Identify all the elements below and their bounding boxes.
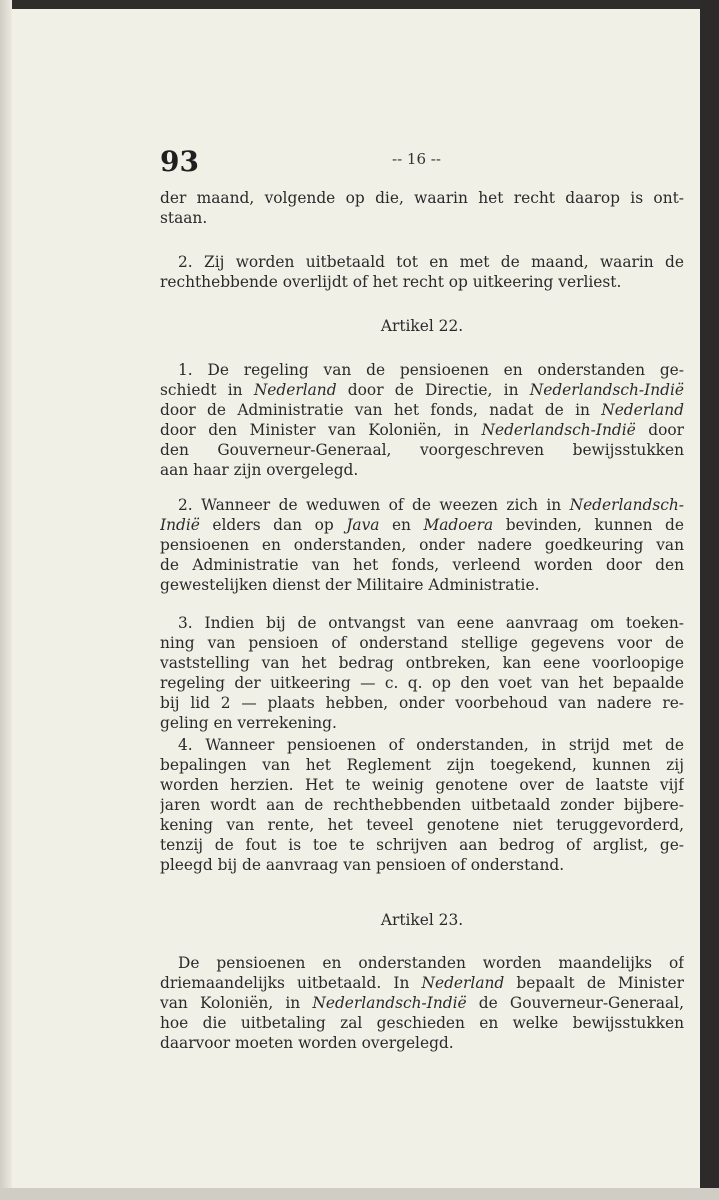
paragraph-lid-2: [160, 252, 684, 292]
artikel-22-lid-3: [160, 613, 684, 733]
folio-number: 93: [160, 145, 199, 178]
text-line: geling en verrekening.: [160, 714, 337, 732]
scan-right-edge: [700, 0, 719, 1200]
scan-left-edge: [0, 0, 12, 1200]
text-line: Indië elders dan op Java en Madoera bevinden, kunnen de: [160, 516, 684, 534]
text-line: door den Minister van Koloniën, in Nederlandsch-Indië door: [160, 421, 684, 439]
paragraph-continuation: [160, 188, 684, 228]
text-line: bij lid 2 — plaats hebben, onder voorbehoud van nadere re-: [160, 694, 684, 712]
text-line: kening van rente, het teveel genotene niet teruggevorderd,: [160, 816, 684, 834]
artikel-22-lid-4: [160, 735, 684, 875]
text-line: worden herzien. Het te weinig genotene over de laatste vijf: [160, 776, 684, 794]
text-line: 2. Zij worden uitbetaald tot en met de maand, waarin de: [178, 253, 684, 271]
text-line: aan haar zijn overgelegd.: [160, 461, 359, 479]
scan-bottom-edge: [0, 1188, 719, 1200]
text-line: ning van pensioen of onderstand stellige gegevens voor de: [160, 634, 684, 652]
text-line: daarvoor moeten worden overgelegd.: [160, 1034, 454, 1052]
text-line: hoe die uitbetaling zal geschieden en welke bewijsstukken: [160, 1014, 684, 1032]
text-line: jaren wordt aan de rechthebbenden uitbetaald zonder bijbere-: [160, 796, 684, 814]
text-line: 2. Wanneer de weduwen of de weezen zich in Nederlandsch-: [178, 496, 684, 514]
text-line: staan.: [160, 209, 208, 227]
text-line: pensioenen en onderstanden, onder nadere goedkeuring van: [160, 536, 684, 554]
text-line: van Koloniën, in Nederlandsch-Indië de Gouverneur-Generaal,: [160, 994, 684, 1012]
text-line: De pensioenen en onderstanden worden maandelijks of: [178, 954, 684, 972]
text-line: 1. De regeling van de pensioenen en onderstanden ge-: [178, 361, 684, 379]
scan-top-edge: [0, 0, 719, 9]
artikel-22-heading: Artikel 22.: [380, 317, 464, 335]
text-line: der maand, volgende op die, waarin het recht daarop is ont-: [160, 189, 684, 207]
text-line: regeling der uitkeering — c. q. op den voet van het bepaalde: [160, 674, 684, 692]
text-line: den Gouverneur-Generaal, voorgeschreven bewijsstukken: [160, 441, 684, 459]
text-line: de Administratie van het fonds, verleend worden door den: [160, 556, 684, 574]
text-line: bepalingen van het Reglement zijn toegekend, kunnen zij: [160, 756, 684, 774]
artikel-23-heading: Artikel 23.: [380, 911, 464, 929]
artikel-23-paragraph: [160, 953, 684, 1053]
text-line: gewestelijken dienst der Militaire Administratie.: [160, 576, 540, 594]
text-line: rechthebbende overlijdt of het recht op uitkeering verliest.: [160, 273, 622, 291]
artikel-22-lid-1: [160, 360, 684, 480]
text-line: schiedt in Nederland door de Directie, in Nederlandsch-Indië: [160, 381, 684, 399]
text-line: tenzij de fout is toe te schrijven aan bedrog of arglist, ge-: [160, 836, 684, 854]
text-line: vaststelling van het bedrag ontbreken, kan eene voorloopige: [160, 654, 684, 672]
artikel-22-lid-2: [160, 495, 684, 595]
text-line: driemaandelijks uitbetaald. In Nederland bepaalt de Minister: [160, 974, 684, 992]
text-line: door de Administratie van het fonds, nadat de in Nederland: [160, 401, 684, 419]
text-line: 4. Wanneer pensioenen of onderstanden, in strijd met de: [178, 736, 684, 754]
text-line: 3. Indien bij de ontvangst van eene aanvraag om toeken-: [178, 614, 684, 632]
text-line: pleegd bij de aanvraag van pensioen of onderstand.: [160, 856, 565, 874]
page-number: -- 16 --: [392, 150, 441, 168]
